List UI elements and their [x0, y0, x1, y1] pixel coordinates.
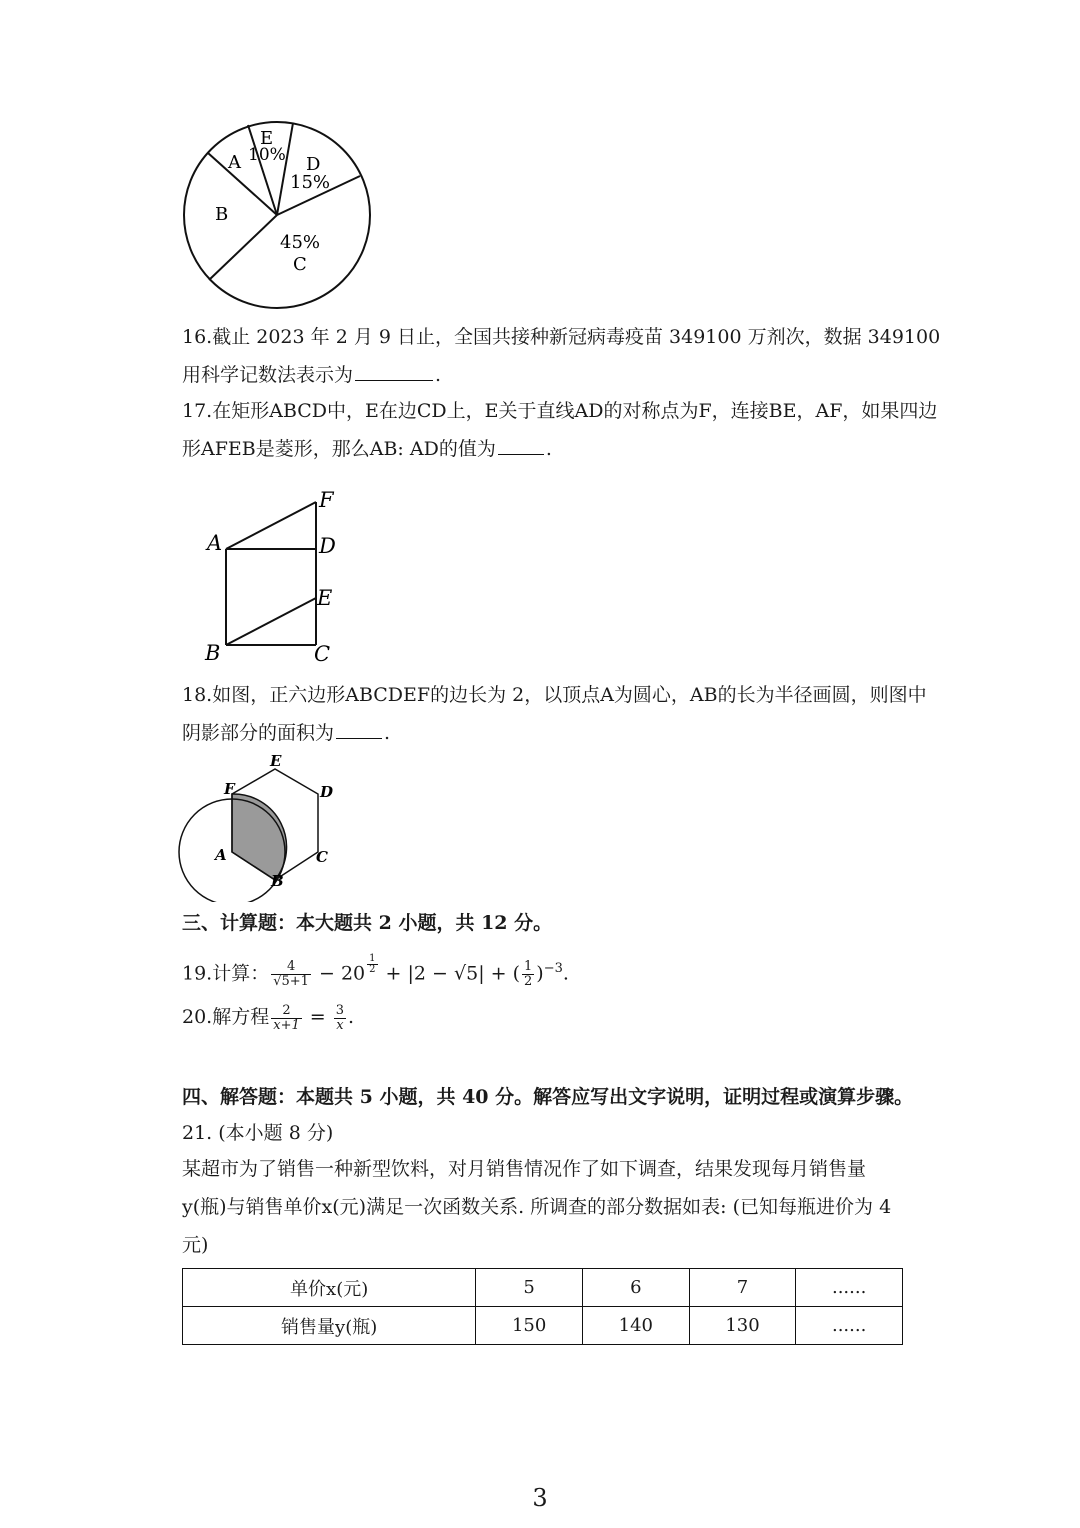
question-16-end: . [435, 364, 442, 386]
table-row [183, 1269, 903, 1307]
label-D: D [319, 534, 336, 558]
question-16-text2: 用科学记数法表示为 [182, 364, 354, 386]
label-F: F [319, 488, 334, 512]
f2-num: 3 [335, 1002, 345, 1018]
table-cell: 5 [476, 1269, 583, 1307]
hex-label-C: C [316, 848, 328, 866]
fraction-3-over-x [334, 1004, 346, 1033]
section-4-heading: 四、解答题：本题共 5 小题，共 40 分。解答应写出文字说明，证明过程或演算步骤。 [182, 1086, 914, 1108]
term-abs: + |2 − √5| + ( [379, 962, 521, 985]
pie-chart [180, 118, 375, 313]
question-21-line2: y(瓶)与销售单价x(元)满足一次函数关系. 所调查的部分数据如表: (已知每瓶进价为 4 [182, 1196, 892, 1218]
page-number: 3 [532, 1484, 548, 1512]
table-cell: 6 [582, 1269, 689, 1307]
question-16-number: 16. [182, 326, 213, 348]
answer-blank-16[interactable] [355, 360, 433, 381]
pie-pct-d: 15% [290, 172, 331, 193]
frac2-num: 1 [524, 958, 533, 974]
term-minus-20: − 20 [312, 962, 366, 985]
f1-num: 2 [271, 1004, 302, 1019]
frac-num: 4 [271, 960, 311, 975]
pie-divider-1 [277, 123, 293, 215]
segment-BE [226, 598, 316, 645]
table-cell: 销售量y(瓶) [183, 1307, 476, 1345]
price-sales-table [182, 1268, 903, 1345]
question-20-end: . [348, 1006, 355, 1028]
table-cell: ...... [796, 1269, 903, 1307]
pie-label-b: B [215, 204, 229, 225]
pie-label-a: A [228, 152, 241, 173]
question-16-line2 [182, 356, 441, 394]
question-20 [182, 998, 354, 1036]
fraction-one-half [522, 960, 534, 989]
question-19-end: . [562, 962, 569, 985]
fraction-2-over-x-plus-1 [271, 1004, 302, 1033]
question-20-number: 20. [182, 1006, 213, 1028]
question-19-prefix: 计算： [212, 962, 270, 985]
exponent-half [367, 954, 377, 975]
table-cell: 单价x(元) [183, 1269, 476, 1307]
pie-label-d: D [306, 154, 321, 175]
hex-label-B: B [271, 872, 284, 890]
question-18-line2 [182, 714, 390, 752]
question-18-text2: 阴影部分的面积为 [182, 722, 335, 744]
question-17-text2: 形AFEB是菱形，那么AB: AD的值为 [182, 438, 496, 460]
f2-den: x [336, 1017, 344, 1033]
question-18-text1: 如图，正六边形ABCDEF的边长为 2，以顶点A为圆心，AB的长为半径画圆，则图中 [212, 684, 927, 706]
question-17-line1 [182, 392, 937, 430]
hexagon-figure [175, 752, 350, 902]
question-17-end: . [545, 438, 552, 460]
rhombus-figure [200, 482, 350, 667]
question-21-line3: 元) [182, 1234, 209, 1256]
segment-AF [226, 502, 316, 549]
question-17-line2 [182, 430, 552, 468]
term-close: ) [536, 962, 544, 985]
frac2-den: 2 [524, 973, 533, 989]
question-18-line1 [182, 676, 927, 714]
label-B: B [205, 641, 221, 665]
question-18-number: 18. [182, 684, 213, 706]
table-cell: 7 [689, 1269, 796, 1307]
exponent-neg3: −3 [543, 961, 563, 976]
label-A: A [207, 531, 223, 555]
table-row [183, 1307, 903, 1345]
label-E: E [317, 586, 333, 610]
question-19 [182, 950, 569, 992]
f1-den: x+1 [273, 1017, 300, 1033]
question-21-header: 21. (本小题 8 分) [182, 1122, 334, 1144]
exp-den: 2 [369, 964, 376, 975]
pie-label-e: E [260, 128, 274, 149]
pie-label-c: C [293, 254, 307, 275]
fraction-4-over-sqrt5-plus-1 [271, 960, 311, 989]
answer-blank-18[interactable] [336, 718, 382, 739]
hex-label-E: E [270, 752, 282, 770]
question-17-number: 17. [182, 400, 213, 422]
question-17-text1: 在矩形ABCD中，E在边CD上，E关于直线AD的对称点为F，连接BE，AF，如果四边 [212, 400, 938, 422]
label-C: C [314, 642, 331, 666]
hex-label-D: D [320, 783, 334, 801]
answer-blank-17[interactable] [498, 434, 544, 455]
question-18-end: . [384, 722, 391, 744]
table-cell: 140 [582, 1307, 689, 1345]
frac-den: √5+1 [273, 973, 309, 989]
pie-pct-e: 10% [248, 145, 286, 165]
table-cell: ...... [796, 1307, 903, 1345]
question-21-line1: 某超市为了销售一种新型饮料，对月销售情况作了如下调查，结果发现每月销售量 [182, 1158, 867, 1180]
exp-num: 1 [369, 953, 376, 964]
section-3-heading: 三、计算题：本大题共 2 小题，共 12 分。 [182, 912, 553, 934]
table-cell: 130 [689, 1307, 796, 1345]
equals-sign: = [303, 1006, 332, 1028]
question-16-line1 [182, 318, 940, 356]
question-20-prefix: 解方程 [212, 1006, 270, 1028]
hex-label-A: A [215, 846, 227, 864]
hex-label-F: F [224, 780, 235, 798]
question-16-text1: 截止 2023 年 2 月 9 日止，全国共接种新冠病毒疫苗 349100 万剂次，数据 349100 [212, 326, 941, 348]
table-cell: 150 [476, 1307, 583, 1345]
pie-pct-c: 45% [280, 232, 321, 253]
question-19-number: 19. [182, 962, 213, 985]
